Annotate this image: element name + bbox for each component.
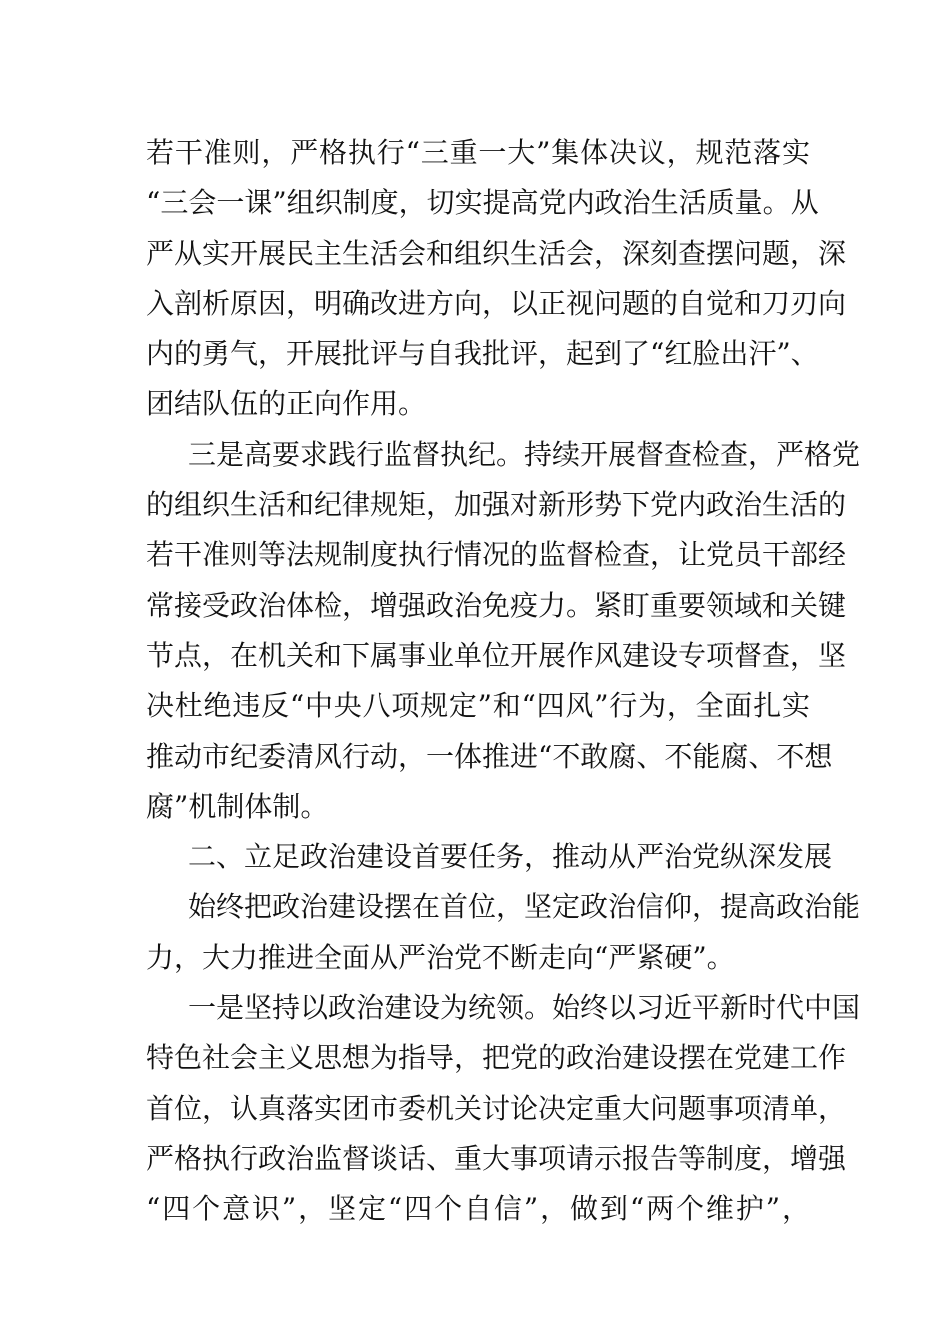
text-line: “三会一课”组织制度，切实提高党内政治生活质量。从 xyxy=(146,186,819,220)
text-line: 的组织生活和纪律规矩，加强对新形势下党内政治生活的 xyxy=(146,488,847,522)
text-line: 首位，认真落实团市委机关讨论决定重大问题事项清单， xyxy=(146,1091,847,1125)
text-line: “四个意识”，坚定“四个自信”，做到“两个维护”， xyxy=(146,1192,810,1226)
text-line: 三是高要求践行监督执纪。持续开展督查检查，严格党 xyxy=(188,437,861,471)
section-heading xyxy=(146,832,833,882)
paragraph-1 xyxy=(146,128,847,430)
text-line: 常接受政治体检，增强政治免疫力。紧盯重要领域和关键 xyxy=(146,588,847,622)
paragraph-3 xyxy=(146,882,861,983)
paragraph-4 xyxy=(146,983,861,1234)
text-line: 内的勇气，开展批评与自我批评，起到了“红脸出汗”、 xyxy=(146,337,819,371)
text-line: 团结队伍的正向作用。 xyxy=(146,387,427,421)
text-line: 一是坚持以政治建设为统领。始终以习近平新时代中国 xyxy=(188,991,861,1025)
text-line: 入剖析原因，明确改进方向，以正视问题的自觉和刀刃向 xyxy=(146,286,847,320)
text-line: 严格执行政治监督谈话、重大事项请示报告等制度，增强 xyxy=(146,1141,847,1175)
text-line: 若干准则，严格执行“三重一大”集体决议，规范落实 xyxy=(146,136,810,169)
document-body xyxy=(146,128,861,1235)
text-line: 严从实开展民主生活会和组织生活会，深刻查摆问题，深 xyxy=(146,236,847,270)
text-line: 始终把政治建设摆在首位，坚定政治信仰，提高政治能 xyxy=(188,890,861,924)
text-line: 决杜绝违反“中央八项规定”和“四风”行为，全面扎实 xyxy=(146,689,810,723)
heading-line: 二、立足政治建设首要任务，推动从严治党纵深发展 xyxy=(188,840,833,874)
text-line: 若干准则等法规制度执行情况的监督检查，让党员干部经 xyxy=(146,538,847,572)
text-line: 推动市纪委清风行动，一体推进“不敢腐、不能腐、不想 xyxy=(146,739,833,773)
text-line: 特色社会主义思想为指导，把党的政治建设摆在党建工作 xyxy=(146,1041,847,1075)
paragraph-2 xyxy=(146,430,861,832)
text-line: 节点，在机关和下属事业单位开展作风建设专项督查，坚 xyxy=(146,638,847,672)
text-line: 力，大力推进全面从严治党不断走向“严紧硬”。 xyxy=(146,940,735,974)
text-line: 腐”机制体制。 xyxy=(146,789,329,823)
